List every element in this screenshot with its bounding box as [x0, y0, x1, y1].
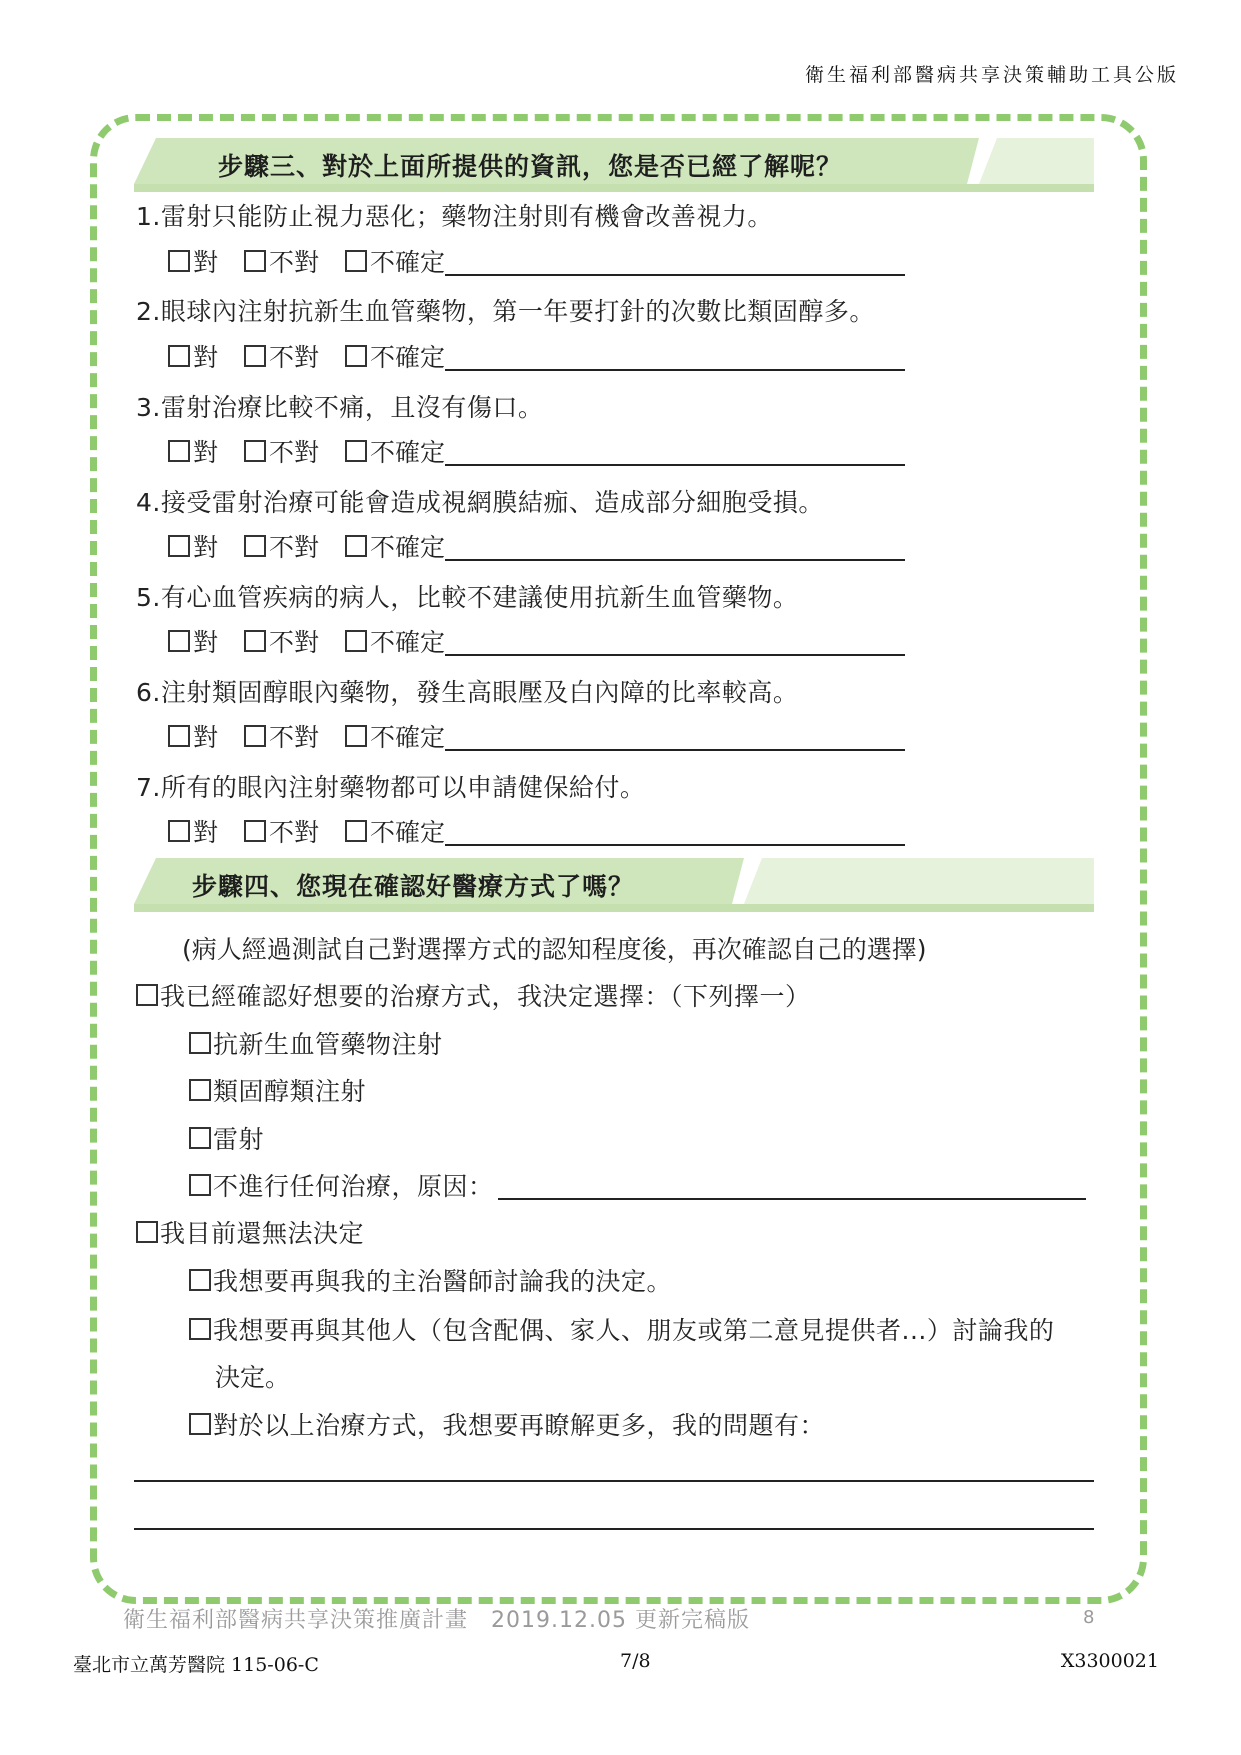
step3-banner — [134, 138, 1094, 192]
checkbox-icon[interactable] — [244, 250, 266, 272]
treatment-steroid[interactable] — [189, 1072, 366, 1108]
answer-options — [168, 529, 905, 563]
answer-option[interactable] — [244, 338, 319, 374]
answer-option[interactable] — [244, 718, 319, 754]
checkbox-icon[interactable] — [189, 1174, 211, 1196]
answer-option[interactable] — [168, 243, 218, 279]
undecided-choice[interactable] — [136, 1214, 364, 1250]
page-counter: 7/8 — [620, 1650, 651, 1672]
answer-option-label: 不對 — [269, 723, 320, 752]
answer-option-label: 不對 — [269, 343, 320, 372]
answer-option-label: 不確定 — [370, 533, 446, 562]
answer-option[interactable] — [244, 813, 319, 849]
reason-blank-line[interactable] — [498, 1170, 1086, 1200]
checkbox-icon[interactable] — [345, 820, 367, 842]
hospital-code: 臺北市立萬芳醫院 115-06-C — [73, 1654, 319, 1676]
undecided-discuss-others[interactable] — [189, 1311, 1054, 1347]
question-text: 2.眼球內注射抗新生血管藥物，第一年要打針的次數比類固醇多。 — [136, 297, 875, 326]
checkbox-icon[interactable] — [345, 345, 367, 367]
answer-option-label: 對 — [193, 438, 219, 467]
checkbox-icon[interactable] — [244, 725, 266, 747]
answer-option[interactable] — [244, 528, 319, 564]
answer-option[interactable] — [244, 623, 319, 659]
checkbox-icon[interactable] — [189, 1032, 211, 1054]
answer-option-label: 不確定 — [370, 248, 446, 277]
answer-blank-line[interactable] — [445, 816, 905, 846]
step4-title: 步驟四、您現在確認好醫療方式了嗎？ — [192, 872, 635, 901]
checkbox-icon[interactable] — [189, 1127, 211, 1149]
answer-option-label: 不對 — [269, 628, 320, 657]
answer-option-label: 不確定 — [370, 438, 446, 467]
answer-blank-line[interactable] — [445, 721, 905, 751]
answer-option[interactable] — [168, 433, 218, 469]
treatment-label: 雷射 — [213, 1125, 265, 1154]
question-text: 6.注射類固醇眼內藥物，發生高眼壓及白內障的比率較高。 — [136, 678, 799, 707]
answer-options — [168, 434, 905, 468]
answer-option-label: 對 — [193, 628, 219, 657]
checkbox-icon[interactable] — [168, 250, 190, 272]
answer-option-label: 不對 — [269, 533, 320, 562]
checkbox-icon[interactable] — [345, 440, 367, 462]
answer-option-label: 不確定 — [370, 628, 446, 657]
answer-option[interactable] — [168, 813, 218, 849]
answer-option-label: 不確定 — [370, 723, 446, 752]
answer-option-label: 不對 — [269, 248, 320, 277]
decided-choice[interactable] — [136, 977, 811, 1013]
answer-option[interactable] — [244, 243, 319, 279]
treatment-laser[interactable] — [189, 1120, 264, 1156]
answer-blank-line[interactable] — [445, 531, 905, 561]
decided-label: 我已經確認好想要的治療方式，我決定選擇：（下列擇一） — [160, 982, 811, 1011]
question-text: 3.雷射治療比較不痛，且沒有傷口。 — [136, 393, 544, 422]
answer-option[interactable] — [345, 528, 905, 564]
checkbox-icon[interactable] — [244, 440, 266, 462]
step3-title: 步驟三、對於上面所提供的資訊，您是否已經了解呢？ — [218, 152, 843, 181]
treatment-label: 不進行任何治療，原因： — [213, 1172, 494, 1201]
answer-options — [168, 719, 905, 753]
answer-option-label: 對 — [193, 818, 219, 847]
treatment-anti-vegf[interactable] — [189, 1025, 443, 1061]
answer-option-label: 對 — [193, 533, 219, 562]
answer-option-label: 不確定 — [370, 818, 446, 847]
footer-inner-page-number: 8 — [1083, 1607, 1095, 1628]
answer-option[interactable] — [168, 338, 218, 374]
answer-option[interactable] — [168, 718, 218, 754]
question-text: 7.所有的眼內注射藥物都可以申請健保給付。 — [136, 773, 646, 802]
footer-plan-text: 衛生福利部醫病共享決策推廣計畫 2019.12.05 更新完稿版 — [123, 1608, 750, 1633]
answer-option[interactable] — [345, 813, 905, 849]
answer-option[interactable] — [168, 528, 218, 564]
treatment-none[interactable] — [189, 1167, 1086, 1203]
answer-options — [168, 339, 905, 373]
treatment-label: 類固醇類注射 — [213, 1077, 367, 1106]
checkbox-icon[interactable] — [168, 440, 190, 462]
checkbox-icon[interactable] — [189, 1318, 211, 1340]
answer-option[interactable] — [345, 338, 905, 374]
question-blank-line-2[interactable] — [134, 1528, 1094, 1530]
answer-options — [168, 814, 905, 848]
document-header-title: 衛生福利部醫病共享決策輔助工具公版 — [804, 64, 1179, 86]
checkbox-icon[interactable] — [168, 345, 190, 367]
undecided-more-info[interactable] — [189, 1406, 825, 1442]
checkbox-icon[interactable] — [244, 535, 266, 557]
checkbox-icon[interactable] — [136, 1221, 158, 1243]
answer-option-label: 不對 — [269, 438, 320, 467]
step4-note: (病人經過測試自己對選擇方式的認知程度後，再次確認自己的選擇) — [182, 935, 927, 964]
answer-option[interactable] — [345, 243, 905, 279]
checkbox-icon[interactable] — [168, 725, 190, 747]
answer-option[interactable] — [345, 433, 905, 469]
undecided-continuation: 決定。 — [215, 1363, 291, 1392]
question-text: 1.雷射只能防止視力惡化；藥物注射則有機會改善視力。 — [136, 202, 773, 231]
answer-blank-line[interactable] — [445, 341, 905, 371]
treatment-label: 抗新生血管藥物注射 — [213, 1030, 443, 1059]
answer-blank-line[interactable] — [445, 246, 905, 276]
checkbox-icon[interactable] — [345, 535, 367, 557]
step4-banner — [134, 858, 1094, 912]
answer-option[interactable] — [345, 623, 905, 659]
answer-option[interactable] — [244, 433, 319, 469]
answer-option-label: 對 — [193, 248, 219, 277]
checkbox-icon[interactable] — [244, 820, 266, 842]
answer-option-label: 對 — [193, 723, 219, 752]
checkbox-icon[interactable] — [345, 250, 367, 272]
answer-option-label: 對 — [193, 343, 219, 372]
answer-options — [168, 244, 905, 278]
checkbox-icon[interactable] — [168, 820, 190, 842]
answer-option-label: 不確定 — [370, 343, 446, 372]
answer-blank-line[interactable] — [445, 626, 905, 656]
checkbox-icon[interactable] — [244, 630, 266, 652]
checkbox-icon[interactable] — [244, 345, 266, 367]
answer-option[interactable] — [345, 718, 905, 754]
undecided-option-label: 對於以上治療方式，我想要再瞭解更多，我的問題有： — [213, 1411, 826, 1440]
undecided-label: 我目前還無法決定 — [160, 1219, 365, 1248]
document-code: X3300021 — [1060, 1650, 1159, 1672]
checkbox-icon[interactable] — [168, 630, 190, 652]
answer-option[interactable] — [168, 623, 218, 659]
answer-options — [168, 624, 905, 658]
checkbox-icon[interactable] — [168, 535, 190, 557]
undecided-option-label: 我想要再與我的主治醫師討論我的決定。 — [213, 1267, 673, 1296]
checkbox-icon[interactable] — [345, 630, 367, 652]
checkbox-icon[interactable] — [189, 1079, 211, 1101]
checkbox-icon[interactable] — [345, 725, 367, 747]
question-text: 4.接受雷射治療可能會造成視網膜結痂、造成部分細胞受損。 — [136, 488, 824, 517]
undecided-discuss-doctor[interactable] — [189, 1262, 672, 1298]
answer-blank-line[interactable] — [445, 436, 905, 466]
answer-option-label: 不對 — [269, 818, 320, 847]
question-text: 5.有心血管疾病的病人，比較不建議使用抗新生血管藥物。 — [136, 583, 799, 612]
question-blank-line-1[interactable] — [134, 1480, 1094, 1482]
undecided-option-label: 我想要再與其他人（包含配偶、家人、朋友或第二意見提供者...）討論我的 — [213, 1316, 1055, 1345]
checkbox-icon[interactable] — [136, 984, 158, 1006]
checkbox-icon[interactable] — [189, 1413, 211, 1435]
checkbox-icon[interactable] — [189, 1269, 211, 1291]
